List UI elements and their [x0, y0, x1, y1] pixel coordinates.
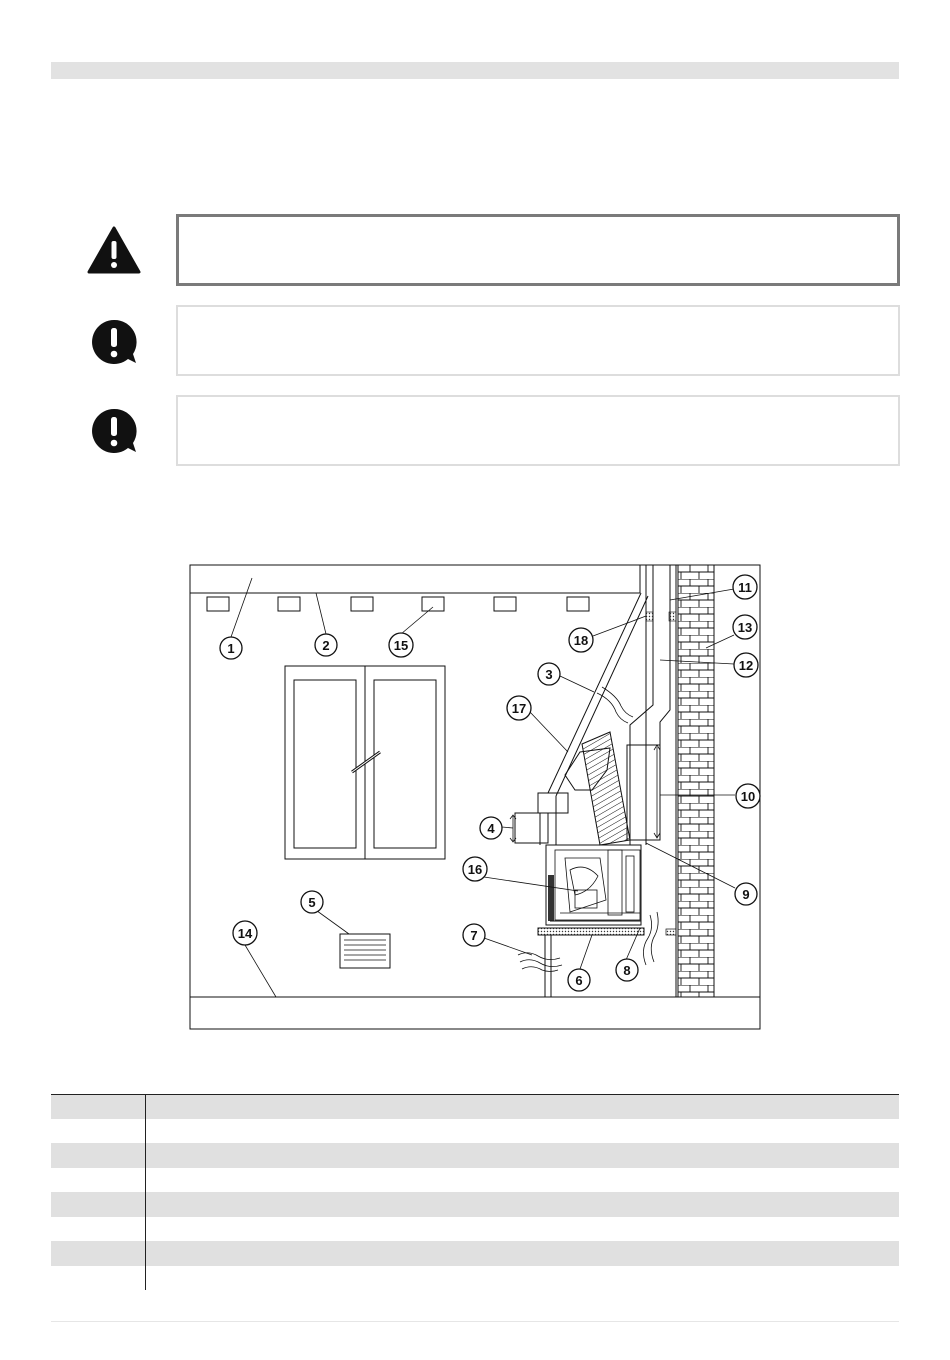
warning-triangle-icon — [87, 226, 141, 274]
callout-9 — [735, 883, 757, 905]
callout-8 — [616, 959, 638, 981]
svg-text:4: 4 — [487, 821, 495, 836]
important-notice-box-1 — [176, 305, 900, 376]
table-row — [51, 1192, 899, 1217]
fireplace-unit — [546, 845, 641, 925]
svg-text:1: 1 — [227, 641, 235, 656]
table-row — [51, 1168, 899, 1193]
svg-text:8: 8 — [623, 963, 631, 978]
installation-diagram — [188, 563, 762, 1031]
svg-text:16: 16 — [467, 862, 483, 877]
callout-7 — [463, 924, 485, 946]
svg-text:13: 13 — [737, 620, 753, 635]
ceiling-vents — [207, 597, 589, 611]
callout-16 — [463, 857, 487, 881]
table-row — [51, 1241, 899, 1266]
table-row — [51, 1119, 899, 1144]
callout-18 — [569, 628, 593, 652]
inclined-duct — [538, 593, 648, 845]
callout-12 — [734, 653, 758, 677]
svg-text:6: 6 — [575, 973, 583, 988]
callout-3 — [538, 663, 560, 685]
svg-text:15: 15 — [393, 638, 409, 653]
svg-text:11: 11 — [738, 580, 752, 595]
base-shelf — [538, 928, 644, 935]
callout-6 — [568, 969, 590, 991]
svg-text:14: 14 — [237, 926, 253, 941]
svg-text:3: 3 — [545, 667, 553, 682]
brick-wall — [678, 565, 714, 997]
exclamation-bubble-icon — [89, 317, 139, 367]
svg-text:10: 10 — [740, 789, 756, 804]
callout-2 — [315, 634, 337, 656]
svg-text:9: 9 — [742, 887, 750, 902]
table-row — [51, 1266, 899, 1291]
callout-17 — [507, 696, 531, 720]
callout-1 — [220, 637, 242, 659]
air-grille — [340, 934, 390, 968]
table-row — [51, 1143, 899, 1168]
legend-table — [51, 1094, 899, 1290]
callout-11 — [733, 575, 757, 599]
callout-15 — [389, 633, 413, 657]
window — [285, 666, 445, 859]
svg-text:17: 17 — [511, 701, 527, 716]
callout-5 — [301, 891, 323, 913]
callout-10 — [736, 784, 760, 808]
svg-text:18: 18 — [573, 633, 589, 648]
room-outline — [190, 565, 760, 1029]
warning-notice-box — [176, 214, 900, 286]
exclamation-bubble-icon — [89, 406, 139, 456]
header-bar — [51, 62, 899, 79]
side-intake — [510, 813, 548, 843]
table-row — [51, 1094, 899, 1119]
callout-13 — [733, 615, 757, 639]
callout-4 — [480, 817, 502, 839]
important-notice-box-2 — [176, 395, 900, 466]
footer-line — [51, 1321, 899, 1322]
svg-text:2: 2 — [322, 638, 330, 653]
table-row — [51, 1217, 899, 1242]
table-column-divider — [145, 1094, 146, 1290]
svg-text:12: 12 — [738, 658, 754, 673]
svg-text:5: 5 — [308, 895, 316, 910]
svg-text:7: 7 — [470, 928, 478, 943]
callout-14 — [233, 921, 257, 945]
